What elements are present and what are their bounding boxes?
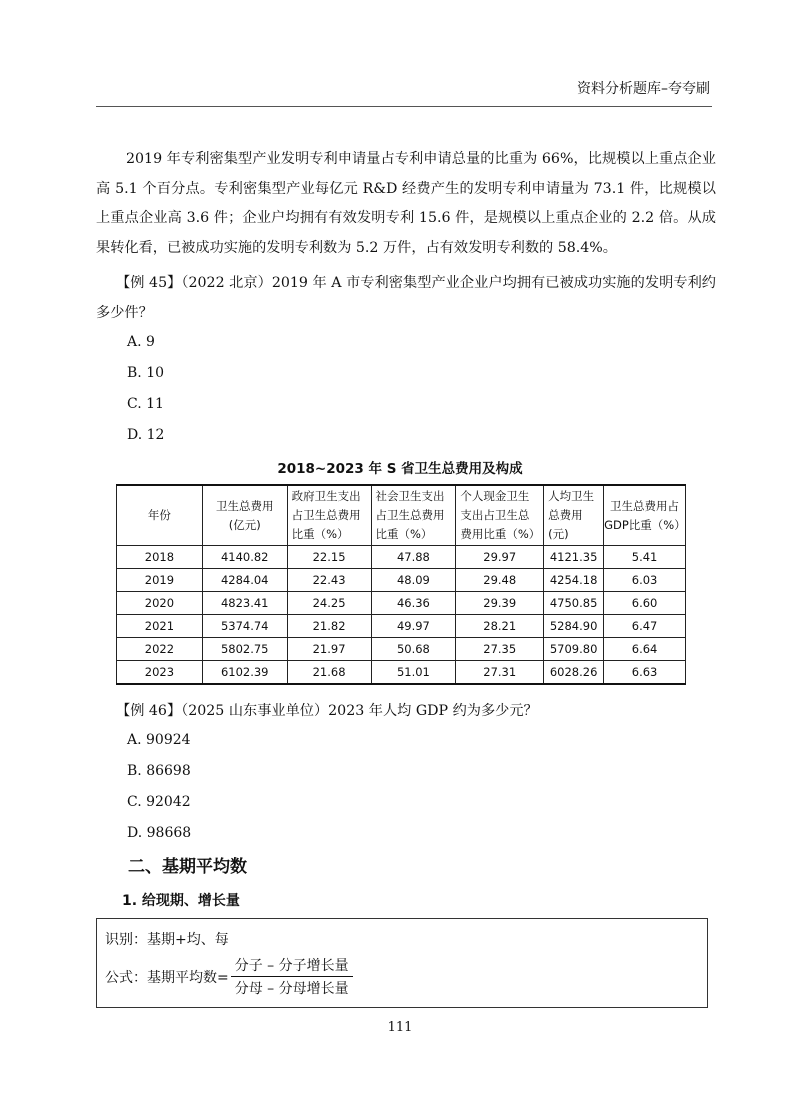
- table-row: [117, 592, 686, 615]
- table-header-cell: [456, 485, 544, 546]
- table-header-line: 个人现金卫生: [460, 489, 530, 503]
- table-row: [117, 661, 686, 685]
- table-cell: 6028.26: [544, 661, 604, 685]
- table-header-line: 占卫生总费用: [291, 508, 361, 522]
- table-cell: 49.97: [371, 615, 456, 638]
- table-cell: 29.39: [456, 592, 544, 615]
- formula-box: [96, 918, 708, 1008]
- table-row: [117, 569, 686, 592]
- formula-numerator: 分子 – 分子增长量: [231, 955, 353, 977]
- running-header: 资料分析题库–夸夸刷: [577, 81, 710, 97]
- table-cell: 24.25: [287, 592, 371, 615]
- header-rule: [96, 106, 712, 107]
- table-cell: 2023: [117, 661, 203, 685]
- table-cell: 21.82: [287, 615, 371, 638]
- table-cell: 27.31: [456, 661, 544, 685]
- question-45-text: 【例 45】（2022 北京）2019 年 A 市专利密集型产业企业户均拥有已被成功实施的发明专利约多少件？: [96, 275, 716, 321]
- table-header-line: 年份: [147, 508, 171, 522]
- table-header-line: 费用比重（%）: [460, 527, 541, 541]
- table-header-line: GDP比重（%）: [604, 517, 686, 532]
- table-cell: 4284.04: [202, 569, 287, 592]
- q45-option-d: D. 12: [127, 427, 165, 443]
- formula-label: 公式：基期平均数=: [105, 969, 229, 986]
- table-header-row: [117, 485, 686, 546]
- q45-option-c: C. 11: [127, 396, 164, 412]
- table-header-cell: [287, 485, 371, 546]
- table-cell: 4750.85: [544, 592, 604, 615]
- table-cell: 5.41: [604, 546, 686, 569]
- table-cell: 27.35: [456, 638, 544, 661]
- table-cell: 6.64: [604, 638, 686, 661]
- q46-option-c: C. 92042: [127, 794, 191, 810]
- table-header-line: 比重（%）: [375, 527, 433, 541]
- table-cell: 5374.74: [202, 615, 287, 638]
- table-header-line: 人均卫生: [548, 489, 595, 503]
- table-cell: 4140.82: [202, 546, 287, 569]
- table-header-cell: [604, 485, 686, 546]
- formula-line: [105, 955, 353, 998]
- page-number: 111: [387, 1020, 413, 1035]
- table-cell: 22.43: [287, 569, 371, 592]
- formula-denominator: 分母 – 分母增长量: [234, 981, 349, 997]
- table-cell: 6.63: [604, 661, 686, 685]
- table-cell: 2019: [117, 569, 203, 592]
- table-cell: 2022: [117, 638, 203, 661]
- q46-option-d: D. 98668: [127, 825, 192, 841]
- table-header-line: 卫生总费用占: [610, 498, 680, 513]
- table-header-line: 比重（%）: [291, 527, 349, 541]
- table-header-line: 支出占卫生总: [460, 508, 530, 522]
- table-cell: 2020: [117, 592, 203, 615]
- table-cell: 6.47: [604, 615, 686, 638]
- section-subtitle: 1. 给现期、增长量: [122, 893, 240, 909]
- table-cell: 22.15: [287, 546, 371, 569]
- table-cell: 6.03: [604, 569, 686, 592]
- table-cell: 50.68: [371, 638, 456, 661]
- table-cell: 2018: [117, 546, 203, 569]
- table-cell: 46.36: [371, 592, 456, 615]
- table-cell: 2021: [117, 615, 203, 638]
- passage-paragraph: [96, 145, 716, 263]
- section-title: 二、基期平均数: [128, 857, 247, 877]
- table-header-cell: [117, 485, 203, 546]
- identify-line: 识别：基期+均、每: [105, 932, 229, 948]
- table-cell: 48.09: [371, 569, 456, 592]
- table-cell: 4121.35: [544, 546, 604, 569]
- question-46-text: 【例 46】（2025 山东事业单位）2023 年人均 GDP 约为多少元？: [116, 703, 538, 719]
- table-body: [117, 546, 686, 685]
- table-cell: 29.48: [456, 569, 544, 592]
- question-45: [96, 269, 716, 328]
- q46-option-a: A. 90924: [127, 732, 191, 748]
- table-row: [117, 615, 686, 638]
- table-cell: 4254.18: [544, 569, 604, 592]
- formula-fraction: [231, 955, 353, 998]
- table-cell: 47.88: [371, 546, 456, 569]
- table-row: [117, 638, 686, 661]
- table-cell: 21.68: [287, 661, 371, 685]
- q45-option-b: B. 10: [127, 365, 165, 381]
- table-header-line: (元): [548, 527, 569, 541]
- question-46: [96, 697, 716, 727]
- table-header-line: 总费用: [548, 508, 583, 522]
- table-cell: 4823.41: [202, 592, 287, 615]
- table-header-line: 社会卫生支出: [375, 489, 445, 503]
- table-cell: 5284.90: [544, 615, 604, 638]
- table-cell: 5802.75: [202, 638, 287, 661]
- table-cell: 21.97: [287, 638, 371, 661]
- table-title: 2018~2023 年 S 省卫生总费用及构成: [277, 461, 523, 477]
- table-header-line: 卫生总费用: [215, 498, 274, 513]
- table-cell: 5709.80: [544, 638, 604, 661]
- table-cell: 6102.39: [202, 661, 287, 685]
- table-header-cell: [202, 485, 287, 546]
- table-header-cell: [371, 485, 456, 546]
- table-row: [117, 546, 686, 569]
- table-header-line: (亿元): [228, 517, 261, 532]
- q45-option-a: A. 9: [127, 334, 155, 350]
- table-header-line: 政府卫生支出: [291, 489, 361, 503]
- table-cell: 29.97: [456, 546, 544, 569]
- table-cell: 51.01: [371, 661, 456, 685]
- q46-option-b: B. 86698: [127, 763, 191, 779]
- table-cell: 28.21: [456, 615, 544, 638]
- table-cell: 6.60: [604, 592, 686, 615]
- health-expense-table: [116, 484, 686, 685]
- table-header-line: 占卫生总费用: [375, 508, 445, 522]
- table-header-cell: [544, 485, 604, 546]
- passage-text: 2019 年专利密集型产业发明专利申请量占专利申请总量的比重为 66%，比规模以上重点企业高 5.1 个百分点。专利密集型产业每亿元 R&D 经费产生的发明专利申请量为 73.1 件，比规模以上重点企业高 3.6 件；企业户均拥有有效发明专利 15.6 件，是规模以上重点企业的 2.2 倍。从成果转化看，已被成功实施的发明专利数为 5.2 万件，占有效发明专利数的 58.4%。: [96, 151, 716, 256]
